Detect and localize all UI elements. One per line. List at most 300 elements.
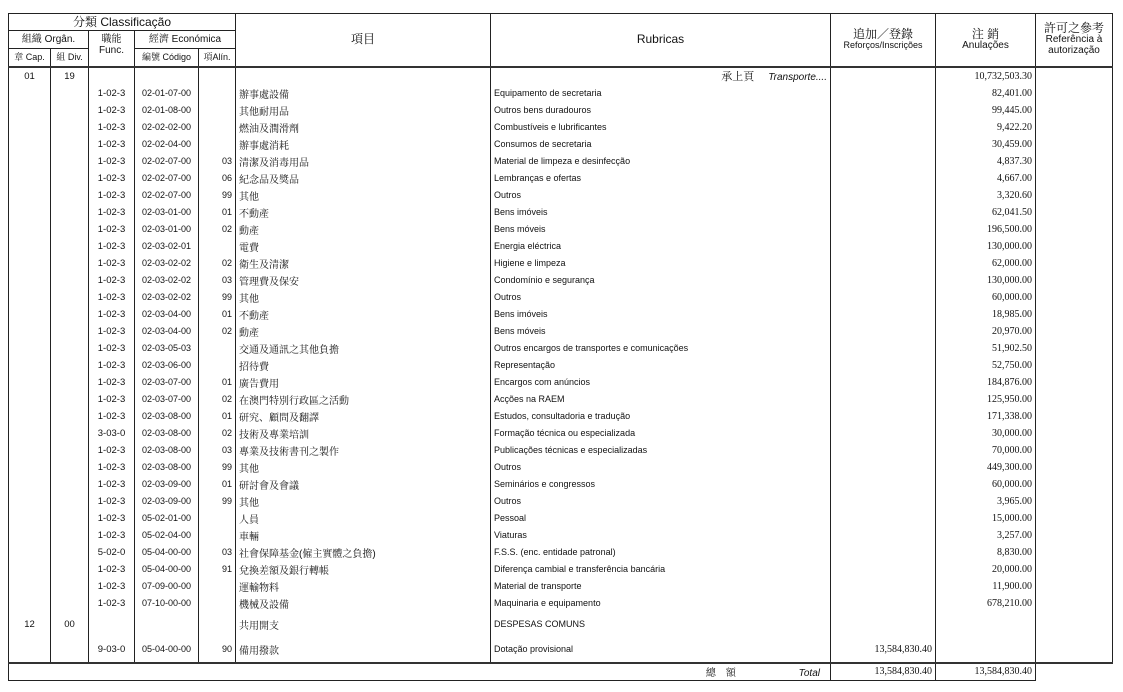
cell-func: 1-02-3 — [89, 493, 135, 510]
cell-alin: 99 — [199, 493, 236, 510]
cell-div — [51, 408, 89, 425]
cell-div — [51, 561, 89, 578]
cell-alin: 01 — [199, 374, 236, 391]
cell-cap — [9, 221, 51, 238]
cell-code: 02-03-07-00 — [135, 374, 199, 391]
cell-reforcos — [831, 527, 936, 544]
table-row — [9, 374, 1113, 391]
cell-rubrica: Outros — [491, 289, 831, 306]
table-row — [9, 238, 1113, 255]
cell-reforcos — [831, 357, 936, 374]
header-anulacoes-pt: Anulações — [962, 39, 1009, 51]
cell-code: 02-03-08-00 — [135, 442, 199, 459]
cell-code: 02-03-04-00 — [135, 323, 199, 340]
cell-div: 00 — [51, 612, 89, 637]
cell-anulacoes: 130,000.00 — [936, 238, 1036, 255]
cell-div — [51, 306, 89, 323]
cell-referencia — [1036, 67, 1113, 85]
cell-code: 05-04-00-00 — [135, 544, 199, 561]
cell-reforcos — [831, 238, 936, 255]
cell-item-zh: 其他 — [236, 493, 491, 510]
header-classificacao: 分類 Classificação — [9, 14, 236, 31]
cell-cap — [9, 374, 51, 391]
cell-reforcos — [831, 204, 936, 221]
cell-rubrica: Outros — [491, 459, 831, 476]
cell-func: 1-02-3 — [89, 102, 135, 119]
cell-div — [51, 85, 89, 102]
cell-rubrica: Viaturas — [491, 527, 831, 544]
cell-code — [135, 612, 199, 637]
cell-code: 02-03-08-00 — [135, 459, 199, 476]
table-row — [9, 136, 1113, 153]
cell-div — [51, 340, 89, 357]
cell-referencia — [1036, 408, 1113, 425]
cell-item-zh: 運輸物料 — [236, 578, 491, 595]
cell-anulacoes: 20,000.00 — [936, 561, 1036, 578]
cell-code: 02-02-07-00 — [135, 153, 199, 170]
cell-div — [51, 272, 89, 289]
header-anulacoes-zh: 注 銷 — [971, 26, 1000, 41]
cell-cap — [9, 493, 51, 510]
cell-cap — [9, 238, 51, 255]
cell-div — [51, 476, 89, 493]
cell-referencia — [1036, 374, 1113, 391]
cell-anulacoes: 130,000.00 — [936, 272, 1036, 289]
cell-alin — [199, 357, 236, 374]
cell-div — [51, 187, 89, 204]
table-row — [9, 578, 1113, 595]
cell-referencia — [1036, 238, 1113, 255]
cell-referencia — [1036, 493, 1113, 510]
table-row — [9, 272, 1113, 289]
cell-anulacoes: 60,000.00 — [936, 289, 1036, 306]
cell-alin — [199, 612, 236, 637]
cell-alin — [199, 340, 236, 357]
cell-anulacoes: 15,000.00 — [936, 510, 1036, 527]
cell-alin: 03 — [199, 153, 236, 170]
cell-referencia — [1036, 459, 1113, 476]
cell-item-zh: 紀念品及獎品 — [236, 170, 491, 187]
cell-cap — [9, 561, 51, 578]
cell-code: 07-09-00-00 — [135, 578, 199, 595]
cell-referencia — [1036, 204, 1113, 221]
cell-alin: 99 — [199, 289, 236, 306]
cell-div — [51, 238, 89, 255]
cell-code: 02-02-02-00 — [135, 119, 199, 136]
cell-rubrica: Formação técnica ou especializada — [491, 425, 831, 442]
cell-rubrica: Material de transporte — [491, 578, 831, 595]
cell-referencia — [1036, 442, 1113, 459]
cell-cap: 12 — [9, 612, 51, 637]
cell-anulacoes: 30,459.00 — [936, 136, 1036, 153]
transport-label-pt: Transporte.... — [768, 72, 827, 83]
cell-func: 1-02-3 — [89, 289, 135, 306]
cell-div — [51, 170, 89, 187]
cell-func: 1-02-3 — [89, 221, 135, 238]
cell-div — [51, 425, 89, 442]
table-body — [9, 67, 1113, 663]
cell-anulacoes: 8,830.00 — [936, 544, 1036, 561]
cell-cap — [9, 289, 51, 306]
header-rubricas: Rubricas — [491, 14, 831, 67]
table-row — [9, 425, 1113, 442]
cell-reforcos — [831, 306, 936, 323]
cell-referencia — [1036, 221, 1113, 238]
cell-code: 05-02-01-00 — [135, 510, 199, 527]
cell-func: 1-02-3 — [89, 170, 135, 187]
cell-code: 02-03-04-00 — [135, 306, 199, 323]
cell-rubrica: Dotação provisional — [491, 637, 831, 663]
cell-referencia — [1036, 323, 1113, 340]
cell-rubrica: Estudos, consultadoria e tradução — [491, 408, 831, 425]
cell-rubrica: Encargos com anúncios — [491, 374, 831, 391]
cell-item-zh: 專業及技術書刊之製作 — [236, 442, 491, 459]
cell-anulacoes: 70,000.00 — [936, 442, 1036, 459]
cell-referencia — [1036, 136, 1113, 153]
cell-alin — [199, 136, 236, 153]
cell-cap — [9, 340, 51, 357]
table-row — [9, 493, 1113, 510]
cell-anulacoes: 4,837.30 — [936, 153, 1036, 170]
cell-alin: 02 — [199, 391, 236, 408]
cell-div — [51, 595, 89, 612]
table-row — [9, 391, 1113, 408]
total-label-zh: 總 額 — [705, 668, 736, 679]
cell-anulacoes: 678,210.00 — [936, 595, 1036, 612]
cell-cap — [9, 187, 51, 204]
cell-code: 02-03-09-00 — [135, 493, 199, 510]
cell-reforcos — [831, 425, 936, 442]
cell-reforcos — [831, 221, 936, 238]
table-row — [9, 323, 1113, 340]
cell-reforcos — [831, 67, 936, 85]
header-reforcos-zh: 追加／登錄 — [852, 26, 913, 41]
cell-rubrica: Energia eléctrica — [491, 238, 831, 255]
table-row — [9, 289, 1113, 306]
cell-func: 1-02-3 — [89, 391, 135, 408]
cell-referencia — [1036, 357, 1113, 374]
cell-item-zh: 動產 — [236, 323, 491, 340]
cell-div — [51, 153, 89, 170]
table-row — [9, 561, 1113, 578]
cell-func: 1-02-3 — [89, 357, 135, 374]
cell-referencia — [1036, 425, 1113, 442]
cell-code: 02-03-06-00 — [135, 357, 199, 374]
cell-anulacoes: 184,876.00 — [936, 374, 1036, 391]
cell-cap — [9, 255, 51, 272]
cell-alin: 02 — [199, 323, 236, 340]
cell-cap — [9, 119, 51, 136]
cell-div — [51, 374, 89, 391]
cell-reforcos — [831, 323, 936, 340]
table-row — [9, 340, 1113, 357]
cell-referencia — [1036, 561, 1113, 578]
header-reforcos-pt: Reforços/Inscrições — [843, 39, 923, 50]
cell-anulacoes: 196,500.00 — [936, 221, 1036, 238]
cell-cap: 01 — [9, 67, 51, 85]
cell-referencia — [1036, 510, 1113, 527]
cell-rubrica — [491, 67, 831, 85]
cell-reforcos — [831, 408, 936, 425]
cell-item-zh: 動產 — [236, 221, 491, 238]
cell-func: 1-02-3 — [89, 527, 135, 544]
cell-reforcos — [831, 136, 936, 153]
cell-code: 02-03-01-00 — [135, 221, 199, 238]
cell-rubrica: Outros bens duradouros — [491, 102, 831, 119]
cell-reforcos — [831, 612, 936, 637]
cell-func: 1-02-3 — [89, 595, 135, 612]
cell-cap — [9, 323, 51, 340]
cell-div — [51, 442, 89, 459]
cell-code: 02-01-07-00 — [135, 85, 199, 102]
cell-div — [51, 255, 89, 272]
cell-item-zh: 在澳門特別行政區之活動 — [236, 391, 491, 408]
cell-alin: 02 — [199, 425, 236, 442]
cell-item-zh: 社會保障基金(僱主實體之負擔) — [236, 544, 491, 561]
table-row — [9, 306, 1113, 323]
cell-anulacoes: 62,000.00 — [936, 255, 1036, 272]
cell-code: 02-03-07-00 — [135, 391, 199, 408]
cell-code: 07-10-00-00 — [135, 595, 199, 612]
cell-func: 1-02-3 — [89, 255, 135, 272]
header-organ: 組織 Orgân. — [9, 31, 89, 49]
cell-code: 05-02-04-00 — [135, 527, 199, 544]
total-label — [9, 663, 831, 681]
cell-func: 1-02-3 — [89, 408, 135, 425]
table-row — [9, 459, 1113, 476]
cell-code: 02-02-07-00 — [135, 187, 199, 204]
cell-code: 02-03-02-01 — [135, 238, 199, 255]
cell-rubrica: Bens imóveis — [491, 204, 831, 221]
cell-div — [51, 527, 89, 544]
cell-item-zh: 兌換差額及銀行轉帳 — [236, 561, 491, 578]
cell-div — [51, 357, 89, 374]
table-row — [9, 119, 1113, 136]
cell-func: 1-02-3 — [89, 561, 135, 578]
cell-cap — [9, 408, 51, 425]
cell-anulacoes: 9,422.20 — [936, 119, 1036, 136]
cell-reforcos — [831, 510, 936, 527]
cell-rubrica: Seminários e congressos — [491, 476, 831, 493]
cell-alin: 02 — [199, 221, 236, 238]
cell-referencia — [1036, 578, 1113, 595]
table-row — [9, 85, 1113, 102]
total-reforcos: 13,584,830.40 — [831, 663, 936, 681]
cell-func: 3-03-0 — [89, 425, 135, 442]
cell-cap — [9, 637, 51, 663]
cell-alin: 03 — [199, 442, 236, 459]
cell-referencia — [1036, 476, 1113, 493]
cell-div — [51, 493, 89, 510]
table-row — [9, 476, 1113, 493]
cell-rubrica: Combustíveis e lubrificantes — [491, 119, 831, 136]
cell-cap — [9, 510, 51, 527]
cell-code: 02-02-07-00 — [135, 170, 199, 187]
cell-reforcos — [831, 85, 936, 102]
cell-func: 1-02-3 — [89, 306, 135, 323]
cell-func: 1-02-3 — [89, 578, 135, 595]
cell-item-zh: 共用開支 — [236, 612, 491, 637]
cell-rubrica: F.S.S. (enc. entidade patronal) — [491, 544, 831, 561]
cell-anulacoes: 11,900.00 — [936, 578, 1036, 595]
cell-div — [51, 459, 89, 476]
table-row — [9, 544, 1113, 561]
cell-func: 9-03-0 — [89, 637, 135, 663]
cell-code: 05-04-00-00 — [135, 637, 199, 663]
cell-referencia — [1036, 391, 1113, 408]
table-row — [9, 442, 1113, 459]
cell-cap — [9, 102, 51, 119]
table-row — [9, 187, 1113, 204]
total-row — [9, 663, 1113, 681]
cell-cap — [9, 476, 51, 493]
cell-reforcos — [831, 544, 936, 561]
cell-reforcos — [831, 391, 936, 408]
cell-referencia — [1036, 153, 1113, 170]
cell-div — [51, 102, 89, 119]
cell-reforcos — [831, 476, 936, 493]
cell-referencia — [1036, 272, 1113, 289]
cell-rubrica: Material de limpeza e desinfecção — [491, 153, 831, 170]
cell-anulacoes: 51,902.50 — [936, 340, 1036, 357]
cell-anulacoes: 18,985.00 — [936, 306, 1036, 323]
cell-item-zh: 衛生及清潔 — [236, 255, 491, 272]
cell-cap — [9, 85, 51, 102]
cell-func: 1-02-3 — [89, 119, 135, 136]
cell-rubrica: DESPESAS COMUNS — [491, 612, 831, 637]
cell-div — [51, 119, 89, 136]
cell-func: 1-02-3 — [89, 442, 135, 459]
header-div: 組 Div. — [51, 49, 89, 67]
cell-div — [51, 637, 89, 663]
cell-referencia — [1036, 637, 1113, 663]
cell-item-zh — [236, 67, 491, 85]
cell-reforcos — [831, 119, 936, 136]
cell-div — [51, 221, 89, 238]
cell-func: 1-02-3 — [89, 153, 135, 170]
cell-alin: 03 — [199, 544, 236, 561]
cell-alin: 01 — [199, 408, 236, 425]
cell-func: 1-02-3 — [89, 459, 135, 476]
cell-code: 02-03-08-00 — [135, 425, 199, 442]
cell-anulacoes — [936, 612, 1036, 637]
cell-cap — [9, 527, 51, 544]
table-row — [9, 153, 1113, 170]
cell-func: 1-02-3 — [89, 85, 135, 102]
cell-anulacoes: 52,750.00 — [936, 357, 1036, 374]
cell-rubrica: Bens móveis — [491, 221, 831, 238]
cell-func: 1-02-3 — [89, 510, 135, 527]
cell-anulacoes: 3,965.00 — [936, 493, 1036, 510]
header-reforcos — [831, 14, 936, 67]
cell-div — [51, 323, 89, 340]
table-row — [9, 170, 1113, 187]
cell-item-zh: 廣告費用 — [236, 374, 491, 391]
table-row — [9, 357, 1113, 374]
cell-rubrica: Bens imóveis — [491, 306, 831, 323]
cell-reforcos: 13,584,830.40 — [831, 637, 936, 663]
cell-rubrica: Acções na RAEM — [491, 391, 831, 408]
cell-referencia — [1036, 289, 1113, 306]
header-referencia-zh: 許可之參考 — [1043, 21, 1104, 36]
cell-func: 1-02-3 — [89, 374, 135, 391]
cell-anulacoes: 125,950.00 — [936, 391, 1036, 408]
cell-alin: 01 — [199, 476, 236, 493]
cell-anulacoes: 3,257.00 — [936, 527, 1036, 544]
cell-item-zh: 不動產 — [236, 306, 491, 323]
cell-cap — [9, 578, 51, 595]
cell-rubrica: Equipamento de secretaria — [491, 85, 831, 102]
cell-alin — [199, 102, 236, 119]
table-row — [9, 527, 1113, 544]
cell-item-zh: 其他耐用品 — [236, 102, 491, 119]
cell-div — [51, 391, 89, 408]
cell-alin — [199, 595, 236, 612]
cell-alin: 01 — [199, 306, 236, 323]
cell-referencia — [1036, 595, 1113, 612]
cell-alin — [199, 578, 236, 595]
cell-rubrica: Maquinaria e equipamento — [491, 595, 831, 612]
cell-cap — [9, 391, 51, 408]
cell-rubrica: Condomínio e segurança — [491, 272, 831, 289]
cell-code: 02-02-04-00 — [135, 136, 199, 153]
table-row — [9, 102, 1113, 119]
cell-rubrica: Diferença cambial e transferência bancária — [491, 561, 831, 578]
header-anulacoes — [936, 14, 1036, 67]
cell-cap — [9, 306, 51, 323]
table-header — [9, 14, 1113, 67]
cell-reforcos — [831, 255, 936, 272]
cell-reforcos — [831, 340, 936, 357]
cell-div — [51, 578, 89, 595]
cell-rubrica: Higiene e limpeza — [491, 255, 831, 272]
cell-item-zh: 交通及通訊之其他負擔 — [236, 340, 491, 357]
cell-func — [89, 67, 135, 85]
cell-anulacoes: 10,732,503.30 — [936, 67, 1036, 85]
cell-alin — [199, 527, 236, 544]
cell-code: 02-03-01-00 — [135, 204, 199, 221]
cell-referencia — [1036, 85, 1113, 102]
table-row — [9, 204, 1113, 221]
cell-alin: 03 — [199, 272, 236, 289]
cell-cap — [9, 170, 51, 187]
cell-func: 1-02-3 — [89, 476, 135, 493]
table-row — [9, 221, 1113, 238]
total-anulacoes: 13,584,830.40 — [936, 663, 1036, 681]
cell-item-zh: 人員 — [236, 510, 491, 527]
cell-reforcos — [831, 493, 936, 510]
table-row — [9, 255, 1113, 272]
cell-func: 1-02-3 — [89, 272, 135, 289]
cell-code: 02-03-02-02 — [135, 289, 199, 306]
cell-item-zh: 辦事處消耗 — [236, 136, 491, 153]
cell-code: 02-03-02-02 — [135, 272, 199, 289]
cell-reforcos — [831, 153, 936, 170]
cell-rubrica: Consumos de secretaria — [491, 136, 831, 153]
cell-alin: 99 — [199, 187, 236, 204]
cell-referencia — [1036, 544, 1113, 561]
cell-cap — [9, 204, 51, 221]
cell-anulacoes: 20,970.00 — [936, 323, 1036, 340]
header-func: 職能 Func. — [89, 31, 135, 67]
cell-func — [89, 612, 135, 637]
cell-div — [51, 136, 89, 153]
cell-div — [51, 204, 89, 221]
cell-reforcos — [831, 374, 936, 391]
cell-referencia — [1036, 612, 1113, 637]
cell-reforcos — [831, 442, 936, 459]
cell-item-zh: 研究、顧問及翻譯 — [236, 408, 491, 425]
